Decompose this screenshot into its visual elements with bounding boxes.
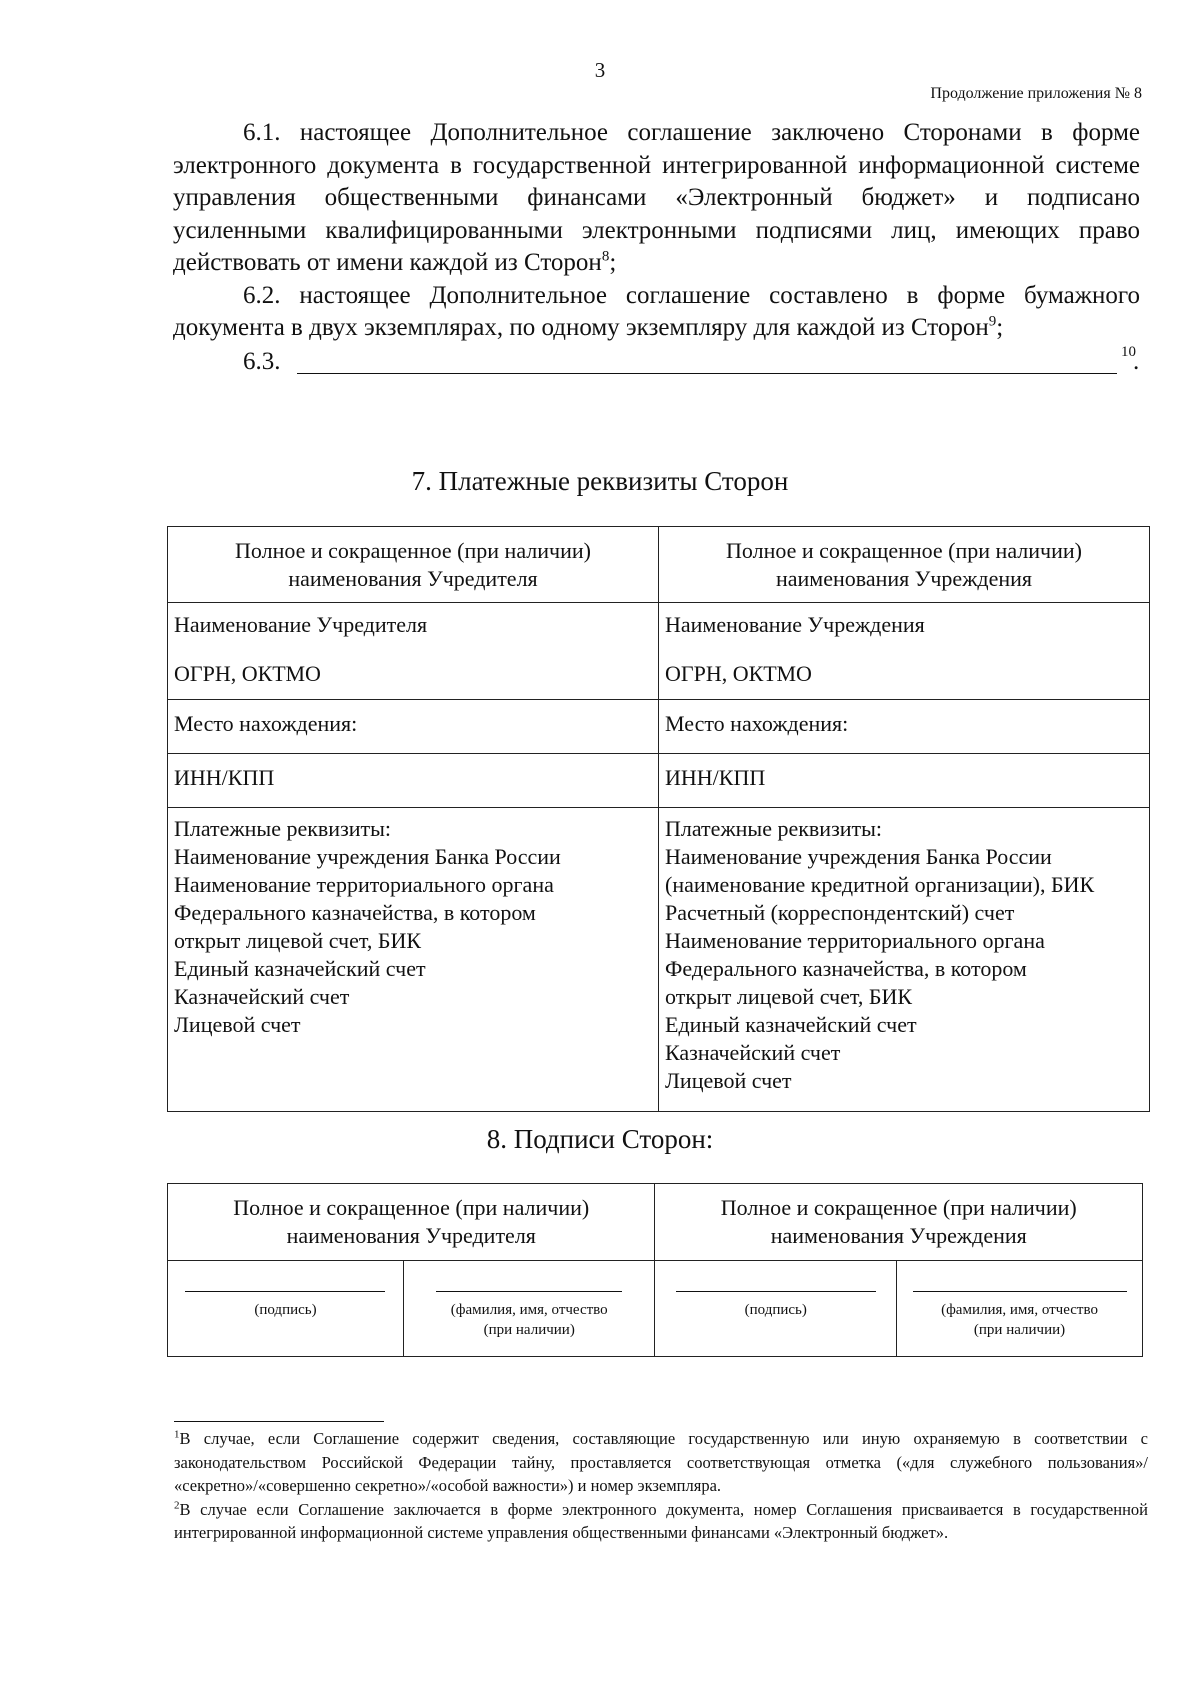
- signature-line: [185, 1291, 385, 1292]
- payment-line: Федерального казначейства, в котором: [174, 900, 536, 925]
- institution-payment-cell: [659, 808, 1150, 1112]
- clause-6-3-number: 6.3.: [243, 347, 281, 375]
- clause-6-2-text: 6.2. настоящее Дополнительное соглашение составлено в форме бумажного документа в двух экземплярах, по одному экземпляру для каждой из Сторон: [173, 281, 1140, 341]
- requisites-name-left-cell: [168, 603, 659, 700]
- institution-inn-label: ИНН/КПП: [659, 754, 1150, 808]
- payment-line: открыт лицевой счет, БИК: [665, 984, 913, 1009]
- payment-line: открыт лицевой счет, БИК: [174, 928, 422, 953]
- founder-fio-cell: [403, 1261, 655, 1357]
- clauses-block: [173, 117, 1140, 380]
- requisites-header-right: Полное и сокращенное (при наличии) наименования Учреждения: [659, 527, 1150, 603]
- fio-label-line-2: (при наличии): [973, 1322, 1066, 1338]
- footnote-1-marker: 1: [174, 1428, 180, 1441]
- clause-6-1-end: ;: [609, 249, 617, 276]
- requisites-name-row: [168, 603, 1150, 700]
- requisites-header-left: Полное и сокращенное (при наличии) наименования Учредителя: [168, 527, 659, 603]
- founder-ogrn-label: ОГРН, ОКТМО: [174, 661, 321, 686]
- signatures-table: [167, 1183, 1143, 1357]
- founder-name-label: Наименование Учредителя: [174, 612, 428, 637]
- section-8-title: 8. Подписи Сторон:: [486, 1124, 714, 1154]
- signature-line: [676, 1291, 876, 1292]
- footnote-ref-9: 9: [988, 313, 997, 330]
- footnote-2: [174, 1498, 1148, 1545]
- requisites-header-row: [168, 527, 1150, 603]
- payment-line: Лицевой счет: [665, 1068, 792, 1093]
- clause-6-1-text: 6.1. настоящее Дополнительное соглашение заключено Сторонами в форме электронного документа в государственной интегрированной информационной системе управления общественными финансами «Электронный бюджет» и подписано усиленными квалифицированными электронными подписями лиц, имеющих право действовать от имени каждой из Сторон: [173, 119, 1140, 276]
- payment-line: Наименование учреждения Банка России: [174, 844, 561, 869]
- page-number: 3: [594, 58, 606, 82]
- fio-line: [913, 1291, 1127, 1292]
- payment-line: Единый казначейский счет: [665, 1012, 917, 1037]
- payment-line: Единый казначейский счет: [174, 956, 426, 981]
- clause-6-2: [173, 280, 1140, 345]
- footnote-ref-8: 8: [601, 248, 610, 265]
- founder-inn-label: ИНН/КПП: [168, 754, 659, 808]
- clause-6-3: [173, 343, 1140, 380]
- payment-line: Наименование территориального органа: [665, 928, 1045, 953]
- requisites-place-row: [168, 700, 1150, 754]
- payment-line: (наименование кредитной организации), БИК: [665, 872, 1095, 897]
- institution-place-label: Место нахождения:: [659, 700, 1150, 754]
- payment-line: Федерального казначейства, в котором: [665, 956, 1027, 981]
- payment-line: Расчетный (корреспондентский) счет: [665, 900, 1015, 925]
- fio-label-line-1: (фамилия, имя, отчество: [450, 1302, 608, 1318]
- institution-signature-cell: [655, 1261, 897, 1357]
- founder-signature-cell: [168, 1261, 404, 1357]
- founder-place-label: Место нахождения:: [168, 700, 659, 754]
- signature-label: (подпись): [254, 1302, 317, 1318]
- payment-line: Платежные реквизиты:: [665, 816, 883, 841]
- fio-label-line-1: (фамилия, имя, отчество: [941, 1302, 1098, 1318]
- clause-6-1: [173, 117, 1140, 280]
- payment-line: Казначейский счет: [174, 984, 350, 1009]
- signatures-header-row: [168, 1184, 1143, 1261]
- clause-6-3-blank-line: [297, 346, 1117, 374]
- signatures-row: [168, 1261, 1143, 1357]
- requisites-name-right-cell: [659, 603, 1150, 700]
- fio-line: [436, 1291, 622, 1292]
- annex-label: Продолжение приложения № 8: [930, 85, 1142, 102]
- footnote-2-text: В случае если Соглашение заключается в форме электронного документа, номер Соглашения присваивается в государственной интегрированной информационной системе управления общественными финансами «Электронный бюджет».: [174, 1499, 1148, 1542]
- footnotes-block: [174, 1427, 1148, 1545]
- institution-ogrn-label: ОГРН, ОКТМО: [665, 661, 812, 686]
- clause-6-2-end: ;: [996, 314, 1004, 341]
- fio-label-line-2: (при наличии): [483, 1322, 575, 1338]
- payment-line: Платежные реквизиты:: [174, 816, 392, 841]
- institution-fio-cell: [897, 1261, 1143, 1357]
- section-7-title: 7. Платежные реквизиты Сторон: [411, 466, 789, 496]
- footnote-1-text: В случае, если Соглашение содержит сведения, составляющие государственную или иную охраняемую в соответствии с законодательством Российской Федерации тайну, проставляется соответствующая отметка («для служебного пользования»/ «секретно»/«совершенно секретно»/«особой важности») и номер экземпляра.: [174, 1429, 1148, 1495]
- payment-line: Наименование учреждения Банка России: [665, 844, 1052, 869]
- footnote-1: [174, 1427, 1148, 1498]
- footnote-ref-10: 10: [1121, 343, 1136, 360]
- founder-payment-cell: [168, 808, 659, 1112]
- signatures-header-right: Полное и сокращенное (при наличии) наименования Учреждения: [655, 1184, 1143, 1261]
- requisites-payment-row: [168, 808, 1150, 1112]
- payment-line: Наименование территориального органа: [174, 872, 554, 897]
- payment-line: Лицевой счет: [174, 1012, 301, 1037]
- footnote-separator: [174, 1421, 384, 1422]
- signature-label: (подпись): [744, 1302, 807, 1318]
- institution-name-label: Наименование Учреждения: [665, 612, 925, 637]
- footnote-2-marker: 2: [174, 1499, 180, 1511]
- clause-6-3-end: .: [1133, 347, 1140, 375]
- signatures-header-left: Полное и сокращенное (при наличии) наименования Учредителя: [168, 1184, 655, 1261]
- requisites-inn-row: [168, 754, 1150, 808]
- requisites-table: [167, 526, 1150, 1112]
- payment-line: Казначейский счет: [665, 1040, 841, 1065]
